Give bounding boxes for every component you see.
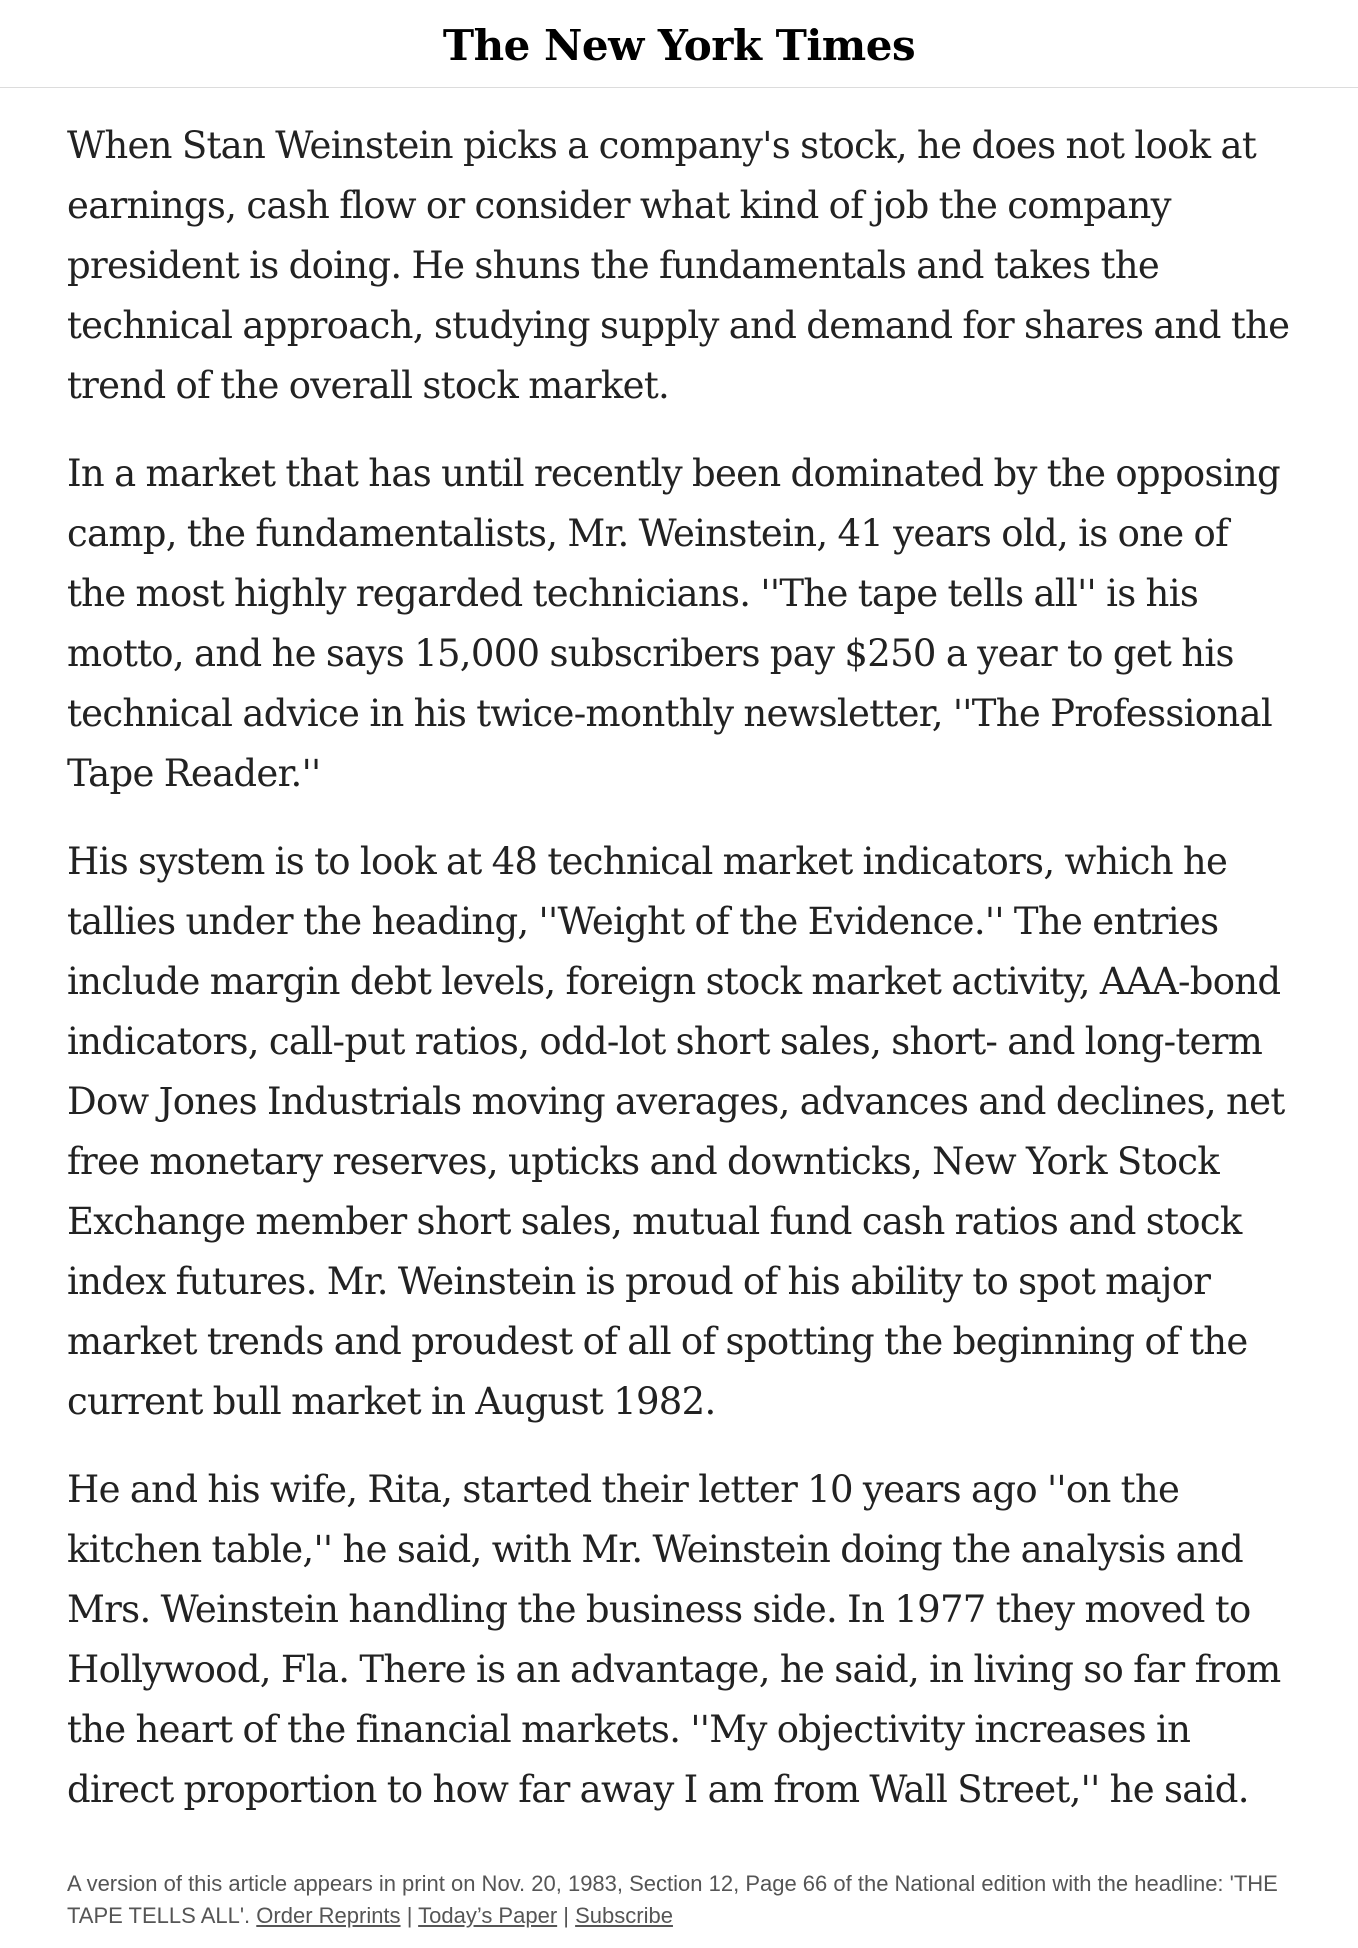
masthead bbox=[0, 0, 1358, 88]
separator: | bbox=[406, 1903, 413, 1928]
todays-paper-link[interactable]: Today’s Paper bbox=[418, 1903, 558, 1928]
print-note-text: A version of this article appears in print on Nov. 20, 1983, Section 12, Page 66 of the National edition with the headline: 'THE TAPE TELLS ALL'. bbox=[67, 1871, 1278, 1928]
article-body bbox=[67, 116, 1293, 1848]
order-reprints-link[interactable]: Order Reprints bbox=[256, 1903, 401, 1928]
nyt-logo[interactable]: The New York Times bbox=[442, 20, 916, 70]
subscribe-link[interactable]: Subscribe bbox=[575, 1903, 673, 1928]
article-paragraph-2: In a market that has until recently been dominated by the opposing camp, the fundamentalists, Mr. Weinstein, 41 years old, is one of the most highly regarded technicians. ''The tape tells all'' is his motto, and he says 15,000 subscribers pay $250 a year to get his technical advice in his twice-monthly newsletter, ''The Professional Tape Reader.'' bbox=[67, 452, 1280, 795]
print-edition-note bbox=[67, 1868, 1293, 1932]
article-paragraph-1: When Stan Weinstein picks a company's stock, he does not look at earnings, cash flow or consider what kind of job the company president is doing. He shuns the fundamentals and takes the technical approach, studying supply and demand for shares and the trend of the overall stock market. bbox=[67, 124, 1290, 407]
article-paragraph-3: His system is to look at 48 technical market indicators, which he tallies under the heading, ''Weight of the Evidence.'' The entries include margin debt levels, foreign stock market activity, AAA-bond indicators, call-put ratios, odd-lot short sales, short- and long-term Dow Jones Industrials moving averages, advances and declines, net free monetary reserves, upticks and downticks, New York Stock Exchange member short sales, mutual fund cash ratios and stock index futures. Mr. Weinstein is proud of his ability to spot major market trends and proudest of all of spotting the beginning of the current bull market in August 1982. bbox=[67, 840, 1285, 1423]
separator: | bbox=[563, 1903, 569, 1928]
article-paragraph-4: He and his wife, Rita, started their letter 10 years ago ''on the kitchen table,'' he said, with Mr. Weinstein doing the analysis and Mrs. Weinstein handling the business side. In 1977 they moved to Hollywood, Fla. There is an advantage, he said, in living so far from the heart of the financial markets. ''My objectivity increases in direct proportion to how far away I am from Wall Street,'' he said. bbox=[67, 1468, 1281, 1811]
